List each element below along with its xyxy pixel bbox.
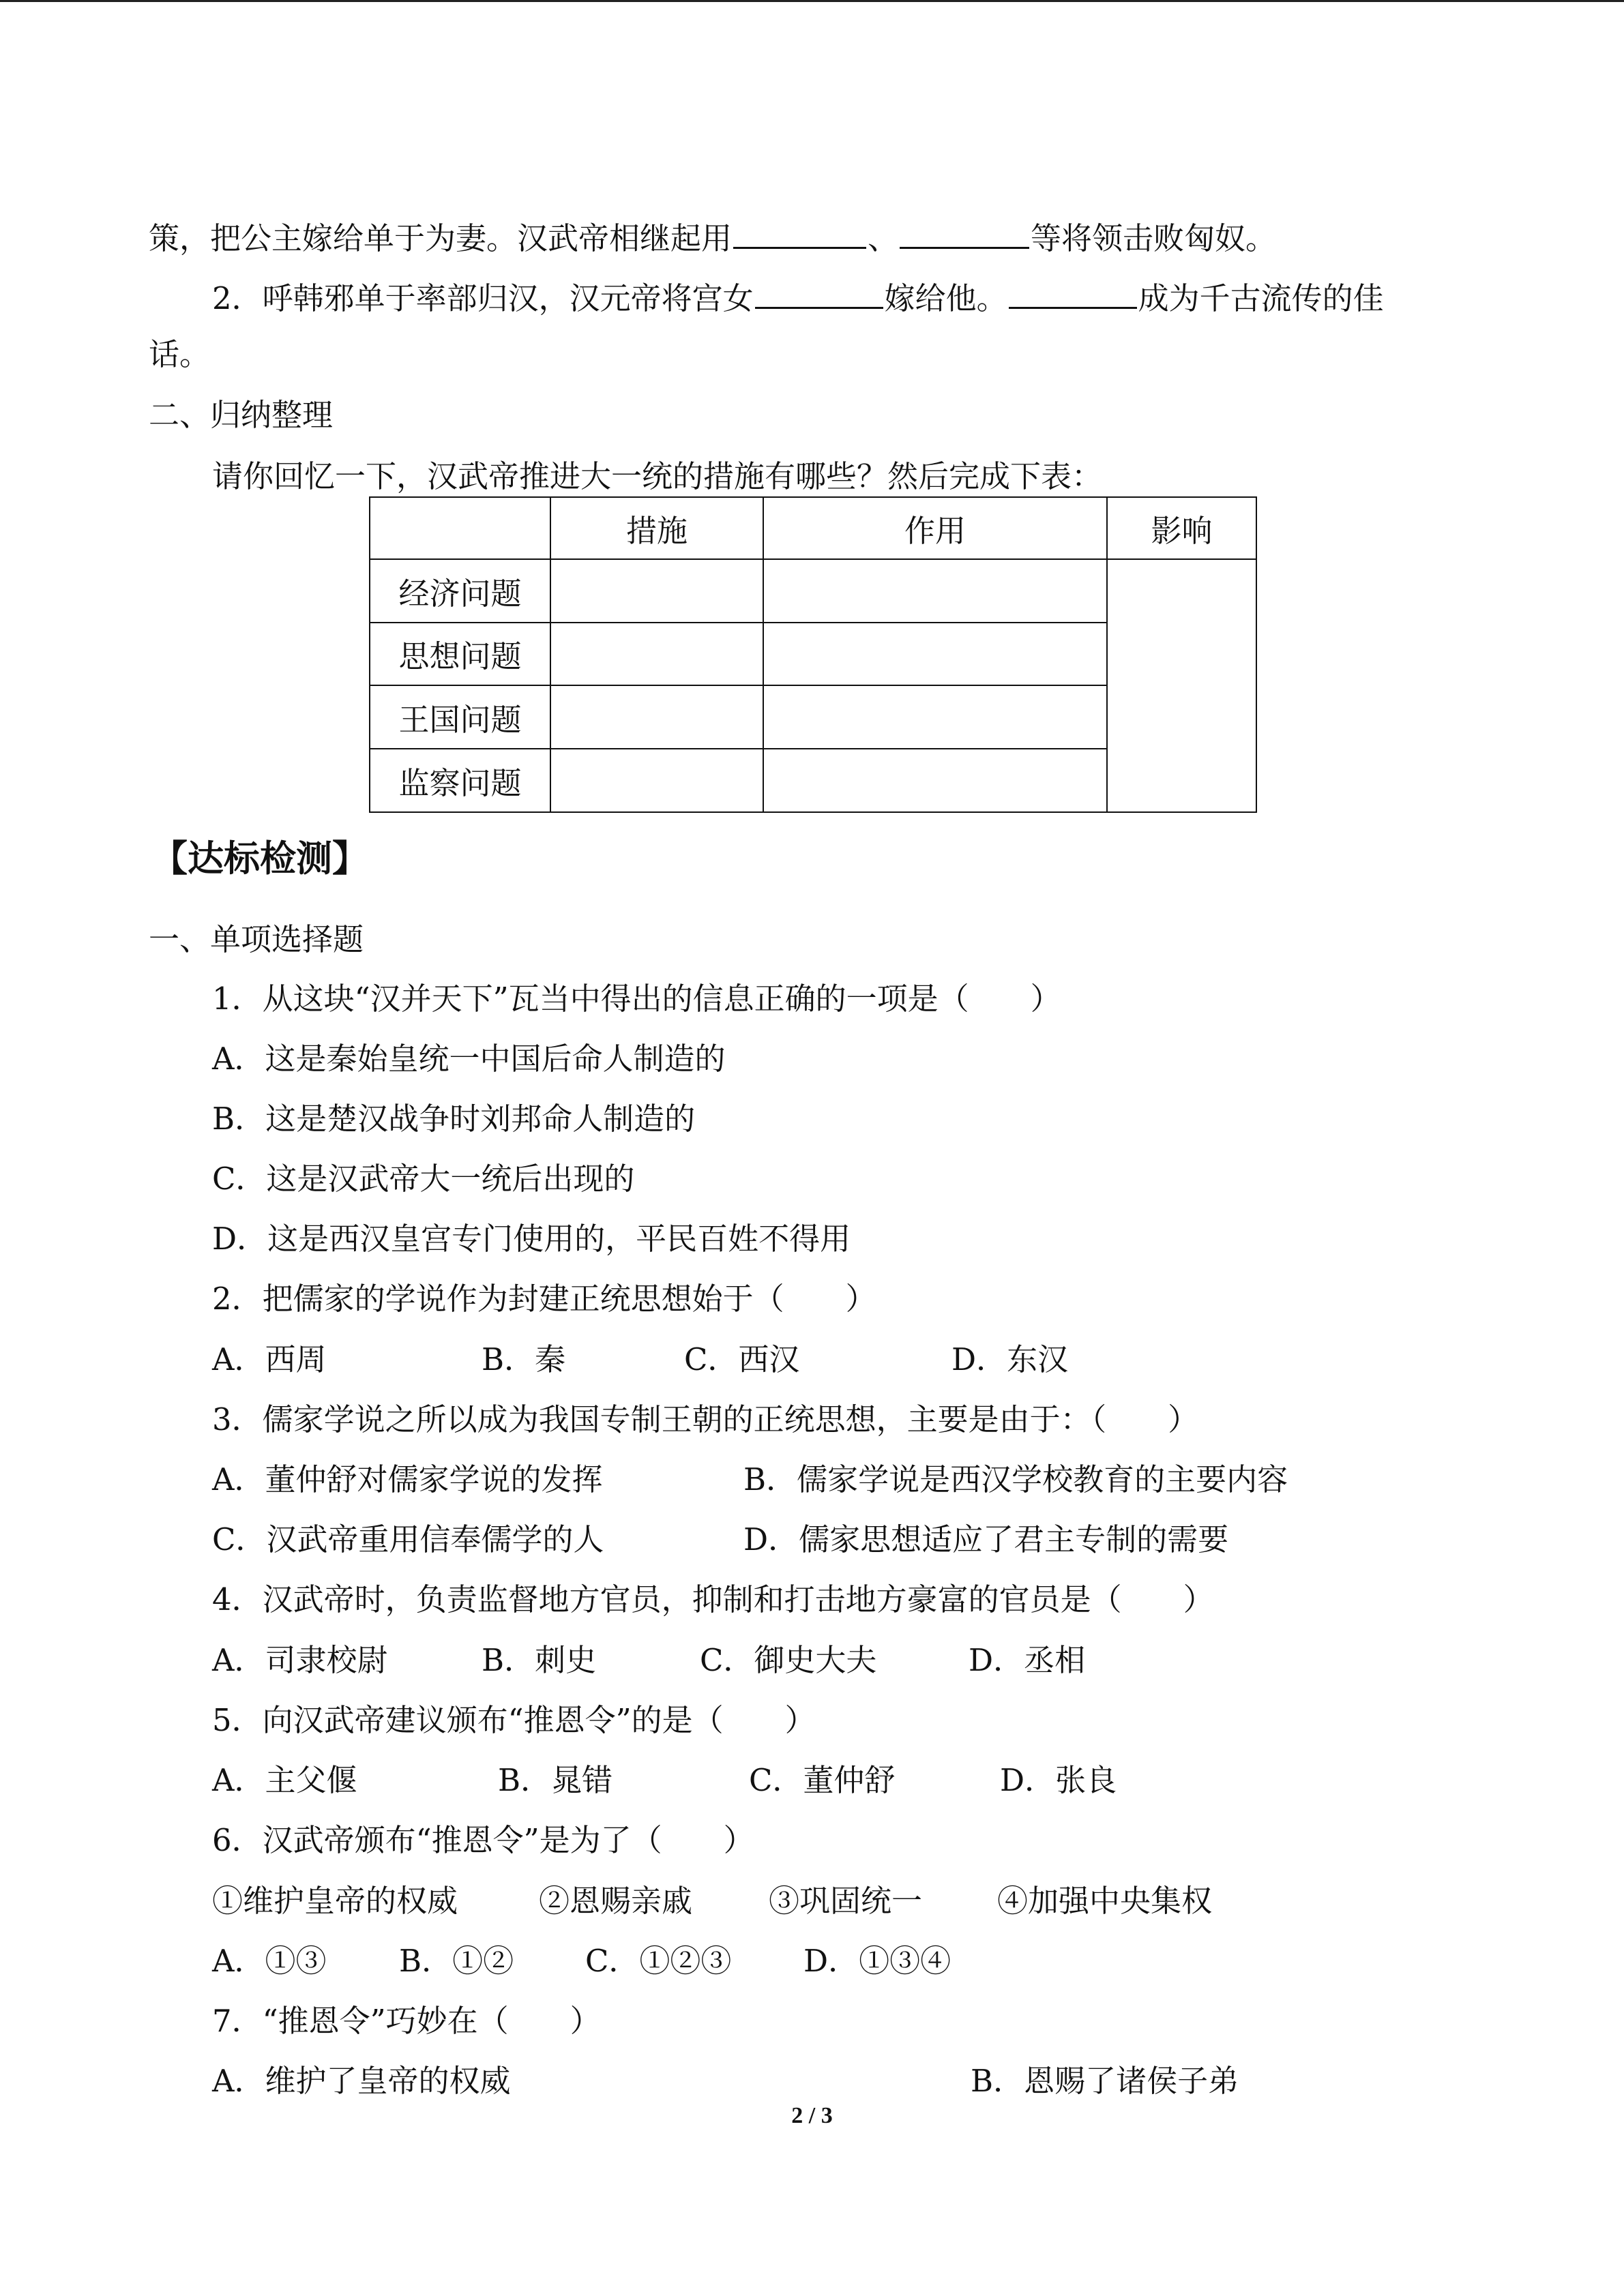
question-4 (212, 1581, 1214, 1617)
q6-statement-4: ④加强中央集权 (997, 1883, 1213, 1919)
fill-text: 策，把公主嫁给单于为妻。汉武帝相继起用 (149, 220, 733, 256)
q4-option-b[interactable]: B．刺史 (482, 1642, 597, 1678)
q2-option-a[interactable]: A．西周 (212, 1341, 327, 1377)
q1-option-d[interactable]: D．这是西汉皇宫专门使用的，平民百姓不得用 (212, 1221, 851, 1257)
q7-option-a[interactable]: A．维护了皇帝的权威 (212, 2063, 511, 2099)
q4-option-a[interactable]: A．司隶校尉 (212, 1642, 388, 1678)
table-header-cell (370, 497, 550, 559)
table-header-row (370, 497, 1256, 559)
q6-statement-3: ③巩固统一 (769, 1883, 923, 1919)
instruction: 请你回忆一下，汉武帝推进大一统的措施有哪些？然后完成下表： (212, 458, 1103, 494)
fill-text: 成为千古流传的佳 (1138, 280, 1384, 316)
q3-option-d[interactable]: D．儒家思想适应了君主专制的需要 (743, 1521, 1229, 1557)
question-text: 3．儒家学说之所以成为我国专制王朝的正统思想，主要是由于：（ (212, 1401, 1107, 1437)
q2-option-d[interactable]: D．东汉 (951, 1341, 1069, 1377)
measure-cell[interactable] (550, 559, 763, 623)
effect-cell[interactable] (763, 685, 1107, 749)
question-2 (212, 1281, 876, 1317)
q1-option-a[interactable]: A．这是秦始皇统一中国后命人制造的 (212, 1041, 726, 1077)
q3-option-a[interactable]: A．董仲舒对儒家学说的发挥 (212, 1461, 603, 1497)
question-text: 7．“推恩令”巧妙在（ (212, 2003, 509, 2039)
q3-option-c[interactable]: C．汉武帝重用信奉儒学的人 (212, 1521, 604, 1557)
measure-cell[interactable] (550, 685, 763, 749)
q5-option-c[interactable]: C．董仲舒 (749, 1762, 896, 1798)
close-paren: ） (845, 1281, 876, 1317)
q6-option-b[interactable]: B．①② (399, 1943, 514, 1979)
q6-option-c[interactable]: C．①②③ (585, 1943, 732, 1979)
q5-option-d[interactable]: D．张良 (1000, 1762, 1117, 1798)
answer-blank[interactable] (1009, 280, 1137, 309)
answer-blank[interactable] (755, 280, 883, 309)
measure-cell[interactable] (550, 623, 763, 686)
effect-cell[interactable] (763, 623, 1107, 686)
answer-blank[interactable] (733, 220, 866, 249)
q2-option-c[interactable]: C．西汉 (684, 1341, 800, 1377)
q6-statement-1: ①维护皇帝的权威 (212, 1883, 458, 1919)
q7-option-b[interactable]: B．恩赐了诸侯子弟 (971, 2063, 1239, 2099)
q6-statement-2: ②恩赐亲戚 (539, 1883, 693, 1919)
close-paren: ） (723, 1822, 754, 1858)
table-header-cell: 影响 (1107, 497, 1256, 559)
q1-option-b[interactable]: B．这是楚汉战争时刘邦命人制造的 (212, 1101, 696, 1137)
section-heading: 二、归纳整理 (149, 397, 334, 433)
question-text: 2．把儒家的学说作为封建正统思想始于（ (212, 1281, 784, 1317)
close-paren: ） (570, 2003, 601, 2039)
q4-option-d[interactable]: D．丞相 (969, 1642, 1086, 1678)
influence-cell[interactable] (1107, 559, 1256, 812)
close-paren: ） (1030, 981, 1061, 1017)
row-label: 思想问题 (370, 623, 550, 686)
section-title: 一、单项选择题 (149, 921, 364, 957)
test-heading: 【达标检测】 (151, 837, 368, 880)
question-text: 6．汉武帝颁布“推恩令”是为了（ (212, 1822, 662, 1858)
question-6 (212, 1822, 754, 1858)
fill-line-2 (212, 280, 1384, 314)
question-7 (212, 2003, 601, 2039)
page-number: 2 / 3 (791, 2103, 833, 2128)
question-text: 1．从这块“汉并天下”瓦当中得出的信息正确的一项是（ (212, 981, 969, 1017)
fill-text: 2．呼韩邪单于率部归汉，汉元帝将宫女 (212, 280, 754, 316)
q5-option-b[interactable]: B．晁错 (498, 1762, 613, 1798)
question-text: 4．汉武帝时，负责监督地方官员，抑制和打击地方豪富的官员是（ (212, 1581, 1122, 1617)
measure-cell[interactable] (550, 749, 763, 812)
q6-option-a[interactable]: A．①③ (212, 1943, 327, 1979)
q1-option-c[interactable]: C．这是汉武帝大一统后出现的 (212, 1161, 635, 1197)
top-border (0, 0, 1624, 2)
row-label: 王国问题 (370, 685, 550, 749)
fill-text: 、 (868, 220, 899, 256)
effect-cell[interactable] (763, 559, 1107, 623)
fill-line-1 (149, 220, 1276, 254)
question-1 (212, 981, 1061, 1017)
q2-option-b[interactable]: B．秦 (482, 1341, 566, 1377)
row-label: 监察问题 (370, 749, 550, 812)
effect-cell[interactable] (763, 749, 1107, 812)
row-label: 经济问题 (370, 559, 550, 623)
question-3 (212, 1401, 1199, 1437)
summary-table (369, 496, 1257, 813)
fill-text: 等将领击败匈奴。 (1031, 220, 1277, 256)
close-paren: ） (784, 1702, 816, 1738)
close-paren: ） (1183, 1581, 1214, 1617)
fill-text: 嫁给他。 (884, 280, 1007, 316)
question-text: 5．向汉武帝建议颁布“推恩令”的是（ (212, 1702, 724, 1738)
close-paren: ） (1168, 1401, 1199, 1437)
question-5 (212, 1702, 816, 1738)
table-row (370, 559, 1256, 623)
q4-option-c[interactable]: C．御史大夫 (700, 1642, 877, 1678)
answer-blank[interactable] (900, 220, 1029, 249)
q5-option-a[interactable]: A．主父偃 (212, 1762, 357, 1798)
table-header-cell: 作用 (763, 497, 1107, 559)
q3-option-b[interactable]: B．儒家学说是西汉学校教育的主要内容 (743, 1461, 1288, 1497)
fill-line-3: 话。 (149, 336, 211, 372)
q6-option-d[interactable]: D．①③④ (803, 1943, 951, 1979)
table-header-cell: 措施 (550, 497, 763, 559)
